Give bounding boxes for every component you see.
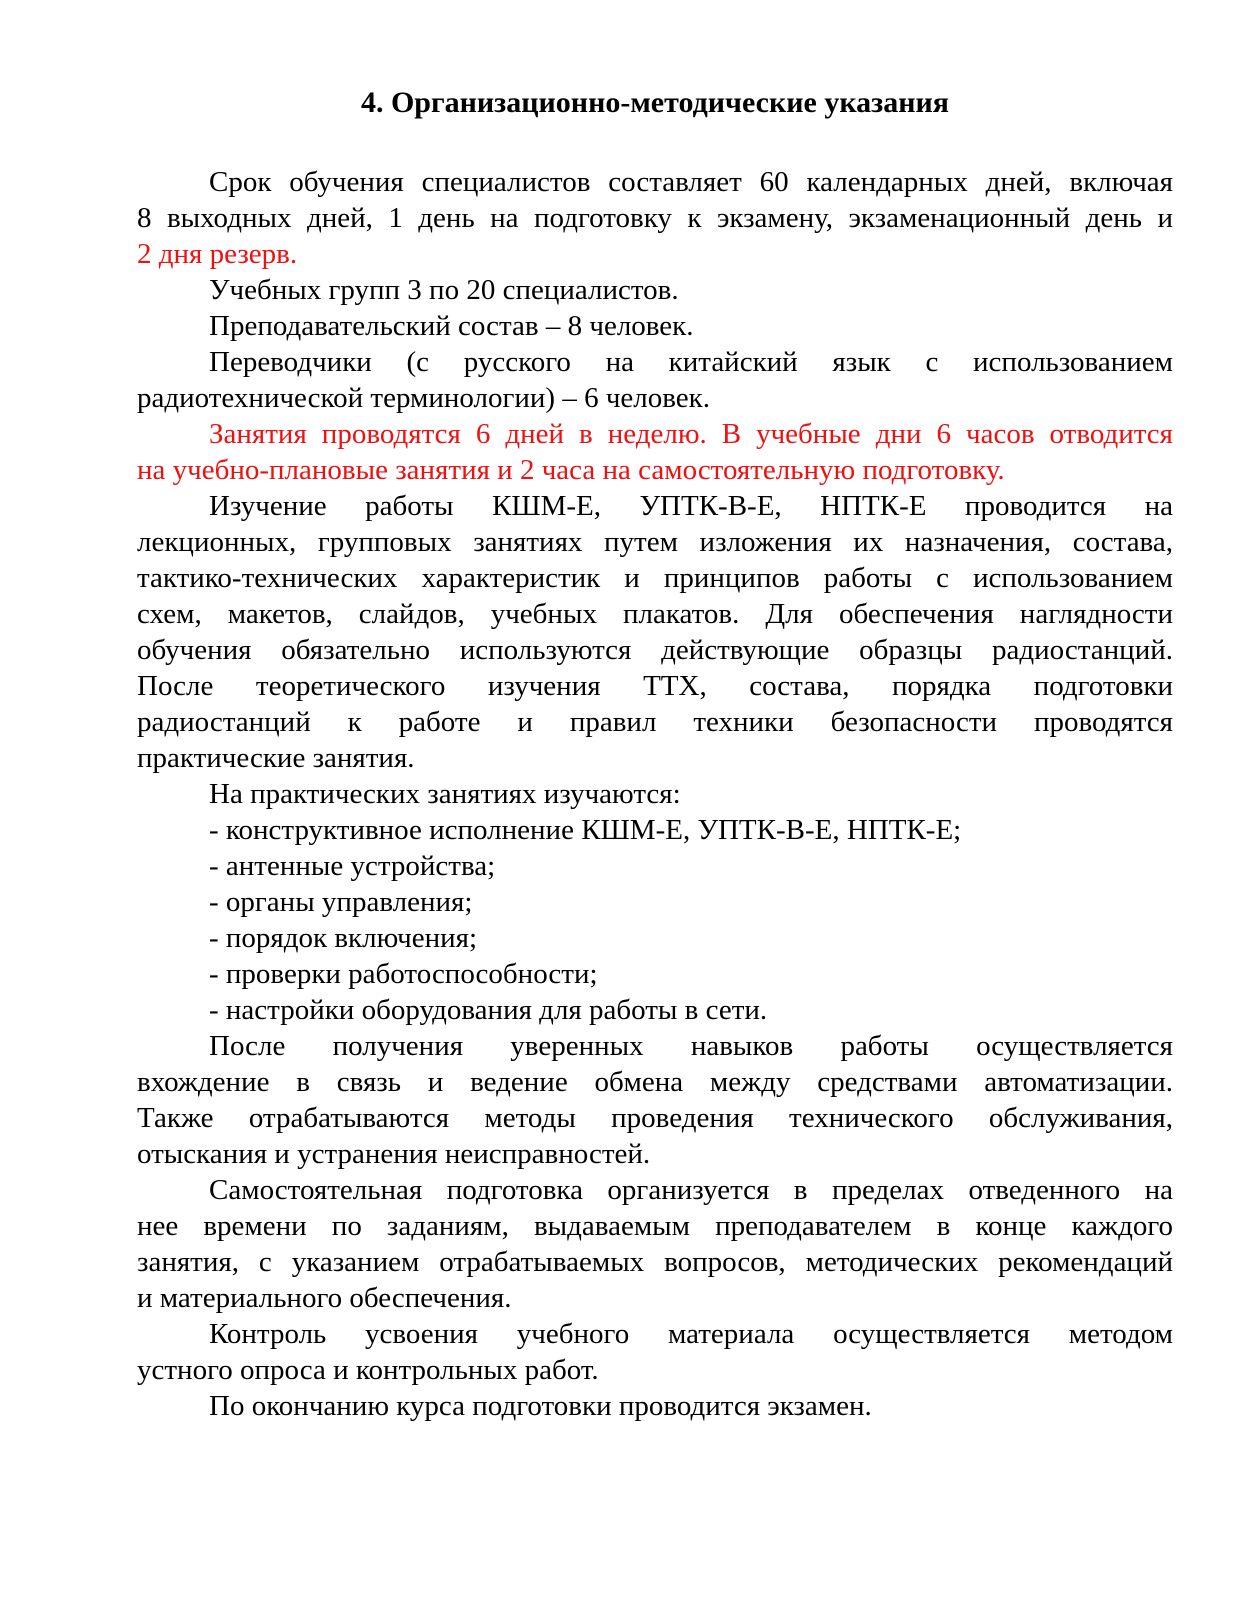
paragraph-line: занятия, с указанием отрабатываемых вопросов, методических рекомендаций [137,1246,1173,1278]
paragraph-line: Учебных групп 3 по 20 специалистов. [209,274,679,306]
paragraph-line: Срок обучения специалистов составляет 60 календарных дней, включая [209,166,1173,198]
paragraph-line: отыскания и устранения неисправностей. [137,1138,651,1170]
paragraph-line: Самостоятельная подготовка организуется в пределах отведенного на [209,1174,1173,1206]
document-body [137,164,1173,1424]
paragraph-line: - проверки работоспособности; [209,958,598,990]
paragraph-line: вхождение в связь и ведение обмена между средствами автоматизации. [137,1066,1173,1098]
paragraph [137,812,1173,848]
paragraph [137,416,1173,488]
paragraph-line: Занятия проводятся 6 дней в неделю. В учебные дни 6 часов отводится [209,418,1173,450]
paragraph-line: обучения обязательно используются действующие образцы радиостанций. [137,634,1173,666]
blank-line [137,122,1173,164]
paragraph [137,344,1173,416]
paragraph [137,1316,1173,1388]
paragraph [137,1028,1173,1172]
paragraph [137,488,1173,776]
paragraph-line: нее времени по заданиям, выдаваемым преподавателем в конце каждого [137,1210,1173,1242]
paragraph-line: 2 дня резерв. [137,238,298,270]
paragraph [137,776,1173,812]
document-title: 4. Организационно-методические указания [360,86,950,119]
paragraph-line: устного опроса и контрольных работ. [137,1354,599,1386]
paragraph-line: После теоретического изучения ТТХ, состава, порядка подготовки [137,670,1173,702]
paragraph-line: Преподавательский состав – 8 человек. [209,310,694,342]
paragraph-line: тактико-технических характеристик и принципов работы с использованием [137,562,1173,594]
paragraph-line: Изучение работы КШМ-Е, УПТК-В-Е, НПТК-Е проводится на [209,490,1173,522]
paragraph-line: 8 выходных дней, 1 день на подготовку к экзамену, экзаменационный день и [137,202,1173,234]
paragraph-line: радиотехнической терминологии) – 6 человек. [137,382,710,414]
paragraph [137,848,1173,884]
paragraph [137,956,1173,992]
document-content [137,84,1173,1424]
paragraph-line: практические занятия. [137,742,415,774]
paragraph-line: - конструктивное исполнение КШМ-Е, УПТК-В-Е, НПТК-Е; [209,814,962,846]
paragraph-line: На практических занятиях изучаются: [209,778,681,810]
paragraph-line: радиостанций к работе и правил техники безопасности проводятся [137,706,1173,738]
paragraph-line: Контроль усвоения учебного материала осуществляется методом [209,1318,1173,1350]
paragraph [137,1388,1173,1424]
paragraph-line: и материального обеспечения. [137,1282,512,1314]
paragraph-line: схем, макетов, слайдов, учебных плакатов. Для обеспечения наглядности [137,598,1173,630]
paragraph [137,992,1173,1028]
paragraph-line: - антенные устройства; [209,850,496,882]
paragraph-line: - настройки оборудования для работы в сети. [209,994,768,1026]
paragraph [137,164,1173,272]
paragraph-line: на учебно-плановые занятия и 2 часа на самостоятельную подготовку. [137,454,1005,486]
paragraph-line: лекционных, групповых занятиях путем изложения их назначения, состава, [137,526,1173,558]
paragraph [137,1172,1173,1316]
paragraph [137,272,1173,308]
paragraph-line: - органы управления; [209,886,473,918]
paragraph-line: По окончанию курса подготовки проводится экзамен. [209,1390,872,1422]
paragraph-line: - порядок включения; [209,922,478,954]
paragraph-line: После получения уверенных навыков работы осуществляется [209,1030,1173,1062]
paragraph-line: Переводчики (с русского на китайский язык с использованием [209,346,1173,378]
paragraph [137,884,1173,920]
paragraph [137,308,1173,344]
paragraph [137,920,1173,956]
paragraph-line: Также отрабатываются методы проведения технического обслуживания, [137,1102,1173,1134]
